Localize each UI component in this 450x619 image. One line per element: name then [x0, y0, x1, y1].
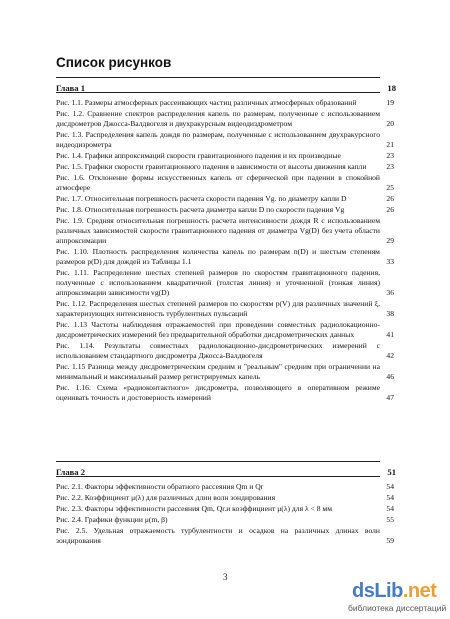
- chapter-page: 18: [387, 83, 396, 93]
- chapter-2-heading: [56, 467, 394, 477]
- toc-entry-text: Рис. 1.6. Отклонение формы искусственных капель от сферической при падении в спокойной атмосфере: [56, 173, 380, 192]
- divider: [56, 476, 380, 477]
- logo-brand: dsLib: [352, 580, 403, 602]
- toc-entry: [56, 130, 394, 150]
- toc-entry: [56, 194, 394, 204]
- toc-entry-text: Рис. 1.4. Графики аппроксимаций скорости гравитационного падения и их производные: [56, 151, 341, 160]
- toc-entry-text: Рис. 1.10. Плотность распределения количества капель по размерам n(D) и шестым степеням размеров p(D) для дождей из Таблицы 1.1: [56, 247, 380, 266]
- toc-entry: [56, 383, 394, 403]
- page-title: Список рисунков: [56, 55, 172, 70]
- toc-entry: [56, 151, 394, 161]
- toc-entry-text: Рис. 2.1. Факторы эффективности обратного рассеяния Qm и Qr: [56, 482, 264, 491]
- toc-entry-page: 41: [386, 330, 394, 339]
- toc-entry: [56, 109, 394, 129]
- toc-entry-page: 46: [386, 372, 394, 381]
- toc-entry-page: 21: [386, 140, 394, 149]
- figure-list-chapter-1: [56, 98, 394, 404]
- toc-entry-text: Рис. 1.13 Частоты наблюдения отражаемостей при проведении совместных радиолокационно-дисдрометрических измерений без предварительной обработки дисдрометрических данных: [56, 320, 380, 339]
- divider: [56, 461, 380, 462]
- toc-entry-text: Рис. 1.1. Размеры атмосферных рассеивающих частиц различных атмосферных образований: [56, 98, 357, 107]
- toc-entry-page: 36: [386, 288, 394, 297]
- toc-entry: [56, 341, 394, 361]
- toc-entry-text: Рис. 1.5. Графики скорости гравитационного падения в зависимости от высоты движения капли: [56, 162, 367, 171]
- toc-entry: [56, 162, 394, 172]
- toc-entry: [56, 320, 394, 340]
- toc-entry-text: Рис. 1.14. Результаты совместных радиолокационно-дисдрометрических измерений с использованием стандартного дисдрометра Джосса-Валдвогеля: [56, 341, 380, 360]
- toc-entry-page: 38: [386, 309, 394, 318]
- toc-entry-text: Рис. 2.4. Графики функции μ(m, β): [56, 515, 168, 524]
- toc-entry: [56, 216, 394, 246]
- toc-entry-text: Рис. 2.2. Коэффициент μ(λ) для различных длин волн зондирования: [56, 493, 276, 502]
- toc-entry-text: Рис. 1.2. Сравнение спектров распределения капель по размерам, полученные с использованием дисдрометров Джосса-Валдвогеля и двухракурсным видеодиздрометром: [56, 109, 380, 128]
- toc-entry-text: Рис. 1.12. Распределения шестых степеней размеров по скоростям p(V) для различных значений ξ, характеризующих интенсивность турбулентных пульсаций: [56, 299, 380, 318]
- toc-entry-page: 26: [386, 194, 394, 203]
- toc-entry-page: 19: [386, 98, 394, 107]
- chapter-label: Глава 1: [56, 83, 85, 93]
- watermark-logo: [352, 580, 436, 603]
- toc-entry: [56, 268, 394, 298]
- toc-entry: [56, 515, 394, 525]
- toc-entry: [56, 98, 394, 108]
- toc-entry-page: 54: [386, 482, 394, 491]
- toc-entry-page: 29: [386, 236, 394, 245]
- toc-entry: [56, 504, 394, 514]
- toc-entry-text: Рис. 1.11. Распределение шестых степеней размеров по скоростям гравитационного падения, полученные с использованием квадратичной (толстая линия) и уточненной (тонкая линия) аппроксимации зависимости vg(D): [56, 268, 380, 297]
- toc-entry-page: 33: [386, 257, 394, 266]
- toc-entry-text: Рис. 1.8. Относительная погрешность расчета диаметра капли D по скорости падения Vg: [56, 205, 345, 214]
- toc-entry: [56, 362, 394, 382]
- chapter-page: 51: [387, 467, 396, 477]
- toc-entry-page: 54: [386, 504, 394, 513]
- toc-entry: [56, 173, 394, 193]
- chapter-label: Глава 2: [56, 467, 85, 477]
- toc-entry-text: Рис. 1.7. Относительная погрешность расчета скорости падения Vg. по диаметру капли D: [56, 194, 347, 203]
- page-number: 3: [223, 572, 228, 582]
- toc-entry: [56, 493, 394, 503]
- toc-entry-text: Рис. 1.16. Схема «радиоконтактного» дисдрометра, позволяющего в оперативном режиме оценивать точность и достоверность измерений: [56, 383, 380, 402]
- toc-entry-page: 42: [386, 351, 394, 360]
- toc-entry-page: 25: [386, 183, 394, 192]
- toc-entry-text: Рис. 2.5. Удельная отражаемость турбулентности и осадков на различных длинах волн зондирования: [56, 526, 380, 545]
- toc-entry-page: 20: [386, 119, 394, 128]
- logo-suffix: .net: [402, 580, 437, 602]
- chapter-1-heading: [56, 83, 394, 93]
- toc-entry-page: 54: [386, 493, 394, 502]
- toc-entry-page: 47: [386, 393, 394, 402]
- toc-entry-page: 55: [386, 515, 394, 524]
- figure-list-chapter-2: [56, 482, 394, 547]
- watermark-subtitle: библиотека диссертаций: [348, 603, 447, 613]
- toc-entry: [56, 205, 394, 215]
- toc-entry-page: 23: [386, 151, 394, 160]
- toc-entry-page: 59: [386, 536, 394, 545]
- toc-entry-text: Рис. 1.15 Разница между дисдрометрическим средним и "реальным" средним при ограничении на минимальный и максимальный размер регистрируемых капель: [56, 362, 380, 381]
- toc-entry-page: 23: [386, 162, 394, 171]
- toc-entry: [56, 526, 394, 546]
- toc-entry-text: Рис. 2.3. Факторы эффективности рассеяния Qm, Qr.и коэффициент μ(λ) для λ < 8 мм: [56, 504, 333, 513]
- toc-entry-text: Рис. 1.9. Средняя относительная погрешность расчета интенсивности дождя R с использованием различных зависимостей скорости гравитационного падения от диаметра Vg(D) без учета области аппроксимации: [56, 216, 380, 245]
- toc-entry-text: Рис. 1.3. Распределения капель дождя по размерам, полученные с использованием двухракурсного видеодизрометра: [56, 130, 380, 149]
- divider: [56, 92, 380, 93]
- toc-entry: [56, 299, 394, 319]
- divider: [56, 77, 380, 78]
- toc-entry: [56, 482, 394, 492]
- toc-entry: [56, 247, 394, 267]
- toc-entry-page: 26: [386, 205, 394, 214]
